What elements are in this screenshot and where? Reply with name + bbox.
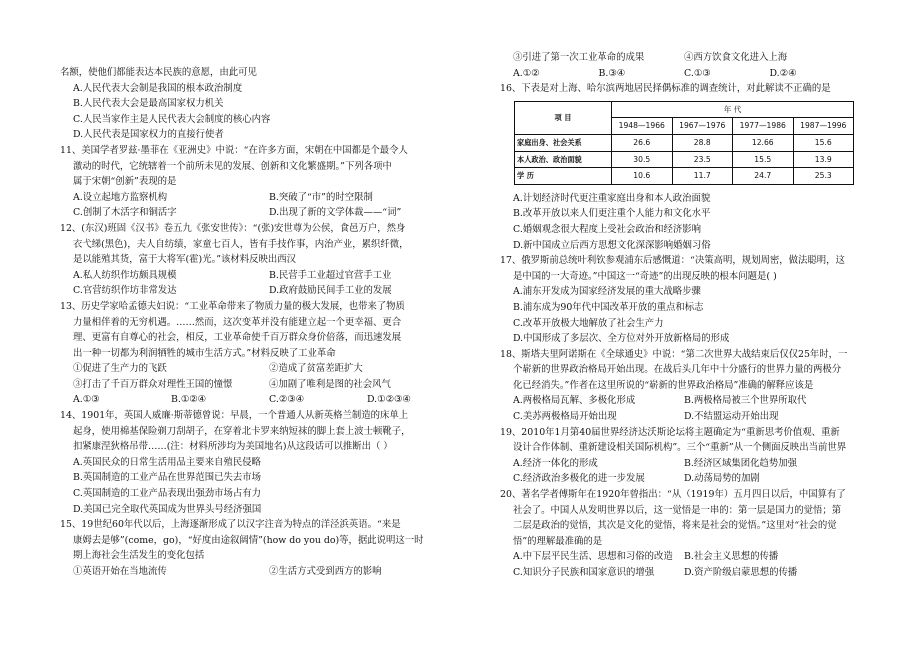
question-13 xyxy=(60,299,465,408)
options-row xyxy=(500,66,855,82)
options-row xyxy=(60,205,465,221)
question-stem: 19、2010年1月第40届世界经济达沃斯论坛将主题确定为“重新思考价值观、重新 xyxy=(500,426,840,438)
items-row xyxy=(500,50,855,66)
option-b: B.经济区域集团化趋势加强 xyxy=(684,457,797,469)
item-2: ②生活方式受到西方的影响 xyxy=(269,566,382,577)
option-a: A.计划经济时代更注重家庭出身和本人政治面貌 xyxy=(513,192,711,204)
item-2: ②造成了贫富差距扩大 xyxy=(269,363,363,375)
option-c: C.②③④ xyxy=(269,394,305,406)
table-header-row xyxy=(515,101,854,118)
intro-option-a: A.人民代表大会制是我国的根本政治制度 xyxy=(73,82,243,94)
option-d: D.中国形成了多层次、全方位对外开放新格局的形成 xyxy=(513,333,730,345)
item-1: ①促进了生产力的飞跃 xyxy=(73,363,167,375)
question-stem: 理、更富有自尊心的社会，相反，工业革命使千百万群众身价倍落，而迅速发展 xyxy=(73,332,402,344)
intro-stem: 名额，使他们都能表达本民族的意愿，由此可见 xyxy=(60,67,257,78)
option-d: D.出现了新的文学体裁——“词” xyxy=(269,207,402,219)
question-stem: 康姆去是够”(come，go)，“好度由途叙阔情”(how do you do)等，据此说明这一时 xyxy=(73,534,424,546)
option-c: C.官营纺织作坊非常发达 xyxy=(73,285,177,297)
question-stem: 属于宋朝“创新”表现的是 xyxy=(73,176,177,188)
table-cell: 25.3 xyxy=(793,168,854,185)
column-header: 1948—1966 xyxy=(612,118,673,135)
question-stem: 14、1901年，英国人威廉·斯蒂德曾说：早晨，一个普通人从新英格兰制造的床单上 xyxy=(60,410,409,422)
question-15 xyxy=(60,517,465,579)
option-b: B.社会主义思想的传播 xyxy=(684,551,779,563)
question-stem: 12、(东汉)班固《汉书》卷五九《张安世传》：“(张)安世尊为公侯，食邑万户，然身 xyxy=(60,222,406,234)
option-a: A.英国民众的日常生活用品主要来自殖民侵略 xyxy=(73,456,261,468)
table-cell: 15.5 xyxy=(733,151,794,168)
question-stem: 衣弋绨(黑色)，夫人自纺绩，家童七百人，皆有手技作事，内治产业，累织纤微， xyxy=(73,238,409,250)
items-row xyxy=(60,377,465,393)
row-label: 本人政治、政治面貌 xyxy=(515,151,612,168)
question-stem: 化已经消失。”作者在这里所说的“崭新的世界政治格局”准确的解释应该是 xyxy=(513,379,814,391)
option-b: B.民营手工业超过官营手工业 xyxy=(269,269,392,281)
options-row xyxy=(60,268,465,284)
option-d: D.②④ xyxy=(769,67,797,79)
intro-option-c: C.人民当家作主是人民代表大会制度的核心内容 xyxy=(73,113,271,125)
options-row xyxy=(500,565,855,581)
table-row xyxy=(515,168,854,185)
option-b: B.英国制造的工业产品在世界范围已失去市场 xyxy=(73,472,261,484)
intro-option-b: B.人民代表大会是最高国家权力机关 xyxy=(73,98,224,110)
option-c: C.美苏两极格局开始出现 xyxy=(513,411,617,423)
item-4: ④加剧了唯利是图的社会风气 xyxy=(269,378,391,390)
survey-table xyxy=(514,101,854,185)
row-label: 学 历 xyxy=(515,168,612,185)
option-a: A.经济一体化的形成 xyxy=(513,457,598,469)
item-3: ③打击了千百万群众对理性王国的憧憬 xyxy=(73,378,233,390)
item-1: ①英语开始在当地流传 xyxy=(73,566,167,577)
question-stem: 力量相伴着的无穷机遇。……然而，这次变革并没有能建立起一个更幸福、更合 xyxy=(73,316,402,328)
options-row xyxy=(60,392,465,408)
option-d: D.①②③④ xyxy=(367,394,411,406)
items-row xyxy=(60,361,465,377)
question-11 xyxy=(60,143,465,221)
left-column xyxy=(60,65,465,580)
right-column xyxy=(500,50,855,581)
item-4: ④西方饮食文化进入上海 xyxy=(684,52,788,63)
option-a: A.私人纺织作坊颇具规模 xyxy=(73,269,177,281)
option-c: C.婚姻观念很大程度上受社会政治和经济影响 xyxy=(513,223,701,235)
option-b: B.改革开放以来人们更注重个人能力和文化水平 xyxy=(513,208,711,220)
question-20 xyxy=(500,487,855,581)
question-14 xyxy=(60,408,465,517)
question-stem: 个崭新的世界政治格局开始出现。在战后头几年中十分盛行的世界力量的两极分 xyxy=(513,364,842,376)
question-stem: 是中国的一大奇迹。”中国这一“奇迹”的出现反映的根本问题是( ) xyxy=(513,270,777,282)
option-a: A.两极格局瓦解、多极化形成 xyxy=(513,395,636,407)
options-row xyxy=(500,456,855,472)
question-stem: 激动的时代，它统辖着一个前所未见的发展、创新和文化繁盛期。”下列各项中 xyxy=(73,160,392,172)
table-cell: 11.7 xyxy=(672,168,733,185)
option-b: B.突破了“市”的时空限制 xyxy=(269,191,373,203)
question-stem: 期上海社会生活发生的变化包括 xyxy=(73,550,205,562)
option-c: C.知识分子民族和国家意识的增强 xyxy=(513,567,655,578)
option-d: D.不结盟运动开始出现 xyxy=(684,411,779,423)
option-a: A.中下层平民生活、思想和习俗的改造 xyxy=(513,551,673,563)
table-cell: 30.5 xyxy=(612,151,673,168)
table-cell: 13.9 xyxy=(793,151,854,168)
option-a: A.①③ xyxy=(73,394,100,406)
table-row xyxy=(515,134,854,151)
option-d: D.资产阶级启蒙思想的传播 xyxy=(684,567,798,578)
question-15-continued xyxy=(500,50,855,81)
option-d: D.新中国成立后西方思想文化深深影响婚姻习俗 xyxy=(513,239,711,251)
options-row xyxy=(60,283,465,299)
question-18 xyxy=(500,347,855,425)
option-a: A.浦东开发成为国家经济发展的重大战略步骤 xyxy=(513,286,701,298)
table-cell: 24.7 xyxy=(733,168,794,185)
question-stem: 起身，使用棉基保险剃刀刮胡子，在穿着北卡罗来纳短袜的脚上套上波士顿靴子， xyxy=(73,425,411,437)
question-stem: 11、美国学者罗兹·墨菲在《亚洲史》中说：“在许多方面，宋朝在中国都是个最令人 xyxy=(60,144,408,156)
question-stem: 扣紧康涅狄格吊带……(注：材料所涉均为美国地名)从这段话可以推断出（ ） xyxy=(73,441,393,453)
table-group-header: 年 代 xyxy=(612,101,854,118)
intro-option-d: D.人民代表是国家权力的直接行使者 xyxy=(73,129,224,141)
row-label: 家庭出身、社会关系 xyxy=(515,134,612,151)
option-c: C.创制了木活字和铜活字 xyxy=(73,207,177,219)
table-cell: 12.66 xyxy=(733,134,794,151)
question-stem: 17、俄罗斯前总统叶利钦参观浦东后感慨道：“决策高明，规划周密，做法聪明，这 xyxy=(500,255,845,267)
question-stem: 15、19世纪60年代以后，上海逐渐形成了以汉字注音为特点的洋泾浜英语。“来是 xyxy=(60,519,401,531)
question-12 xyxy=(60,221,465,299)
question-16 xyxy=(500,81,855,253)
options-row xyxy=(500,471,855,487)
options-row xyxy=(60,190,465,206)
column-header: 1977—1986 xyxy=(733,118,794,135)
option-b: B.浦东成为90年代中国改革开放的重点和标志 xyxy=(513,301,704,313)
options-row xyxy=(500,549,855,565)
options-row xyxy=(500,393,855,409)
question-stem: 18、斯塔夫里阿诺斯在《全球通史》中说：“第二次世界大战结束后仅仅25年时，一 xyxy=(500,348,848,360)
column-header: 1967—1976 xyxy=(672,118,733,135)
option-c: C.改革开放极大地解放了社会生产力 xyxy=(513,317,664,329)
option-c: C.英国制造的工业产品表现出强劲市场占有力 xyxy=(73,488,261,500)
question-stem: 社会了。中国人从发明世界以后，这一觉悟是一串的：第一层是国力的觉悟；第 xyxy=(513,504,842,516)
table-cell: 15.6 xyxy=(793,134,854,151)
option-d: D.美国已完全取代英国成为世界头号经济强国 xyxy=(73,503,262,515)
table-cell: 23.5 xyxy=(672,151,733,168)
question-stem: 20、著名学者傅斯年在1920年曾指出：“从（1919年）五月四日以后，中国算有了 xyxy=(500,489,846,501)
option-c: C.经济政治多极化的进一步发展 xyxy=(513,473,645,485)
question-stem: 出一种一切都为利润牺牲的城市生活方式。”材料反映了工业革命 xyxy=(73,347,336,359)
table-cell: 28.8 xyxy=(672,134,733,151)
question-stem: 设计合作体制、重新建设相关国际机构”。三个“重新”从一个侧面反映出当前世界 xyxy=(513,442,847,454)
option-a: A.①② xyxy=(513,67,540,79)
question-stem: 悟”的理解最准确的是 xyxy=(513,535,603,547)
question-stem: 13、历史学家哈孟德夫妇说：“工业革命带来了物质力量的极大发展，也带来了物质 xyxy=(60,300,405,312)
question-stem: 二层是政治的觉悟，其次是文化的觉悟，将来是社会的觉悟。”这里对“社会的觉 xyxy=(513,520,837,532)
option-c: C.①③ xyxy=(684,67,711,79)
column-header: 1987—1996 xyxy=(793,118,854,135)
item-3: ③引进了第一次工业革命的成果 xyxy=(513,52,645,63)
question-stem: 16、下表是对上海、哈尔滨两地居民择偶标准的调查统计，对此解读不正确的是 xyxy=(500,83,831,95)
question-19 xyxy=(500,425,855,487)
table-cell: 10.6 xyxy=(612,168,673,185)
question-stem: 是以能殖其货，富于大将军(霍)光。”该材料反映出西汉 xyxy=(73,254,297,266)
options-row xyxy=(500,409,855,425)
option-a: A.设立起地方监察机构 xyxy=(73,191,168,203)
option-d: D.政府鼓励民间手工业的发展 xyxy=(269,285,392,297)
table-corner: 项 目 xyxy=(515,101,612,134)
table-row xyxy=(515,151,854,168)
option-b: B.①②④ xyxy=(171,394,207,406)
items-row xyxy=(60,564,465,580)
option-d: D.动荡局势的加剧 xyxy=(684,473,760,485)
option-b: B.③④ xyxy=(598,67,626,79)
table-cell: 26.6 xyxy=(612,134,673,151)
option-b: B.两极格局被三个世界所取代 xyxy=(684,395,807,407)
question-17 xyxy=(500,253,855,347)
